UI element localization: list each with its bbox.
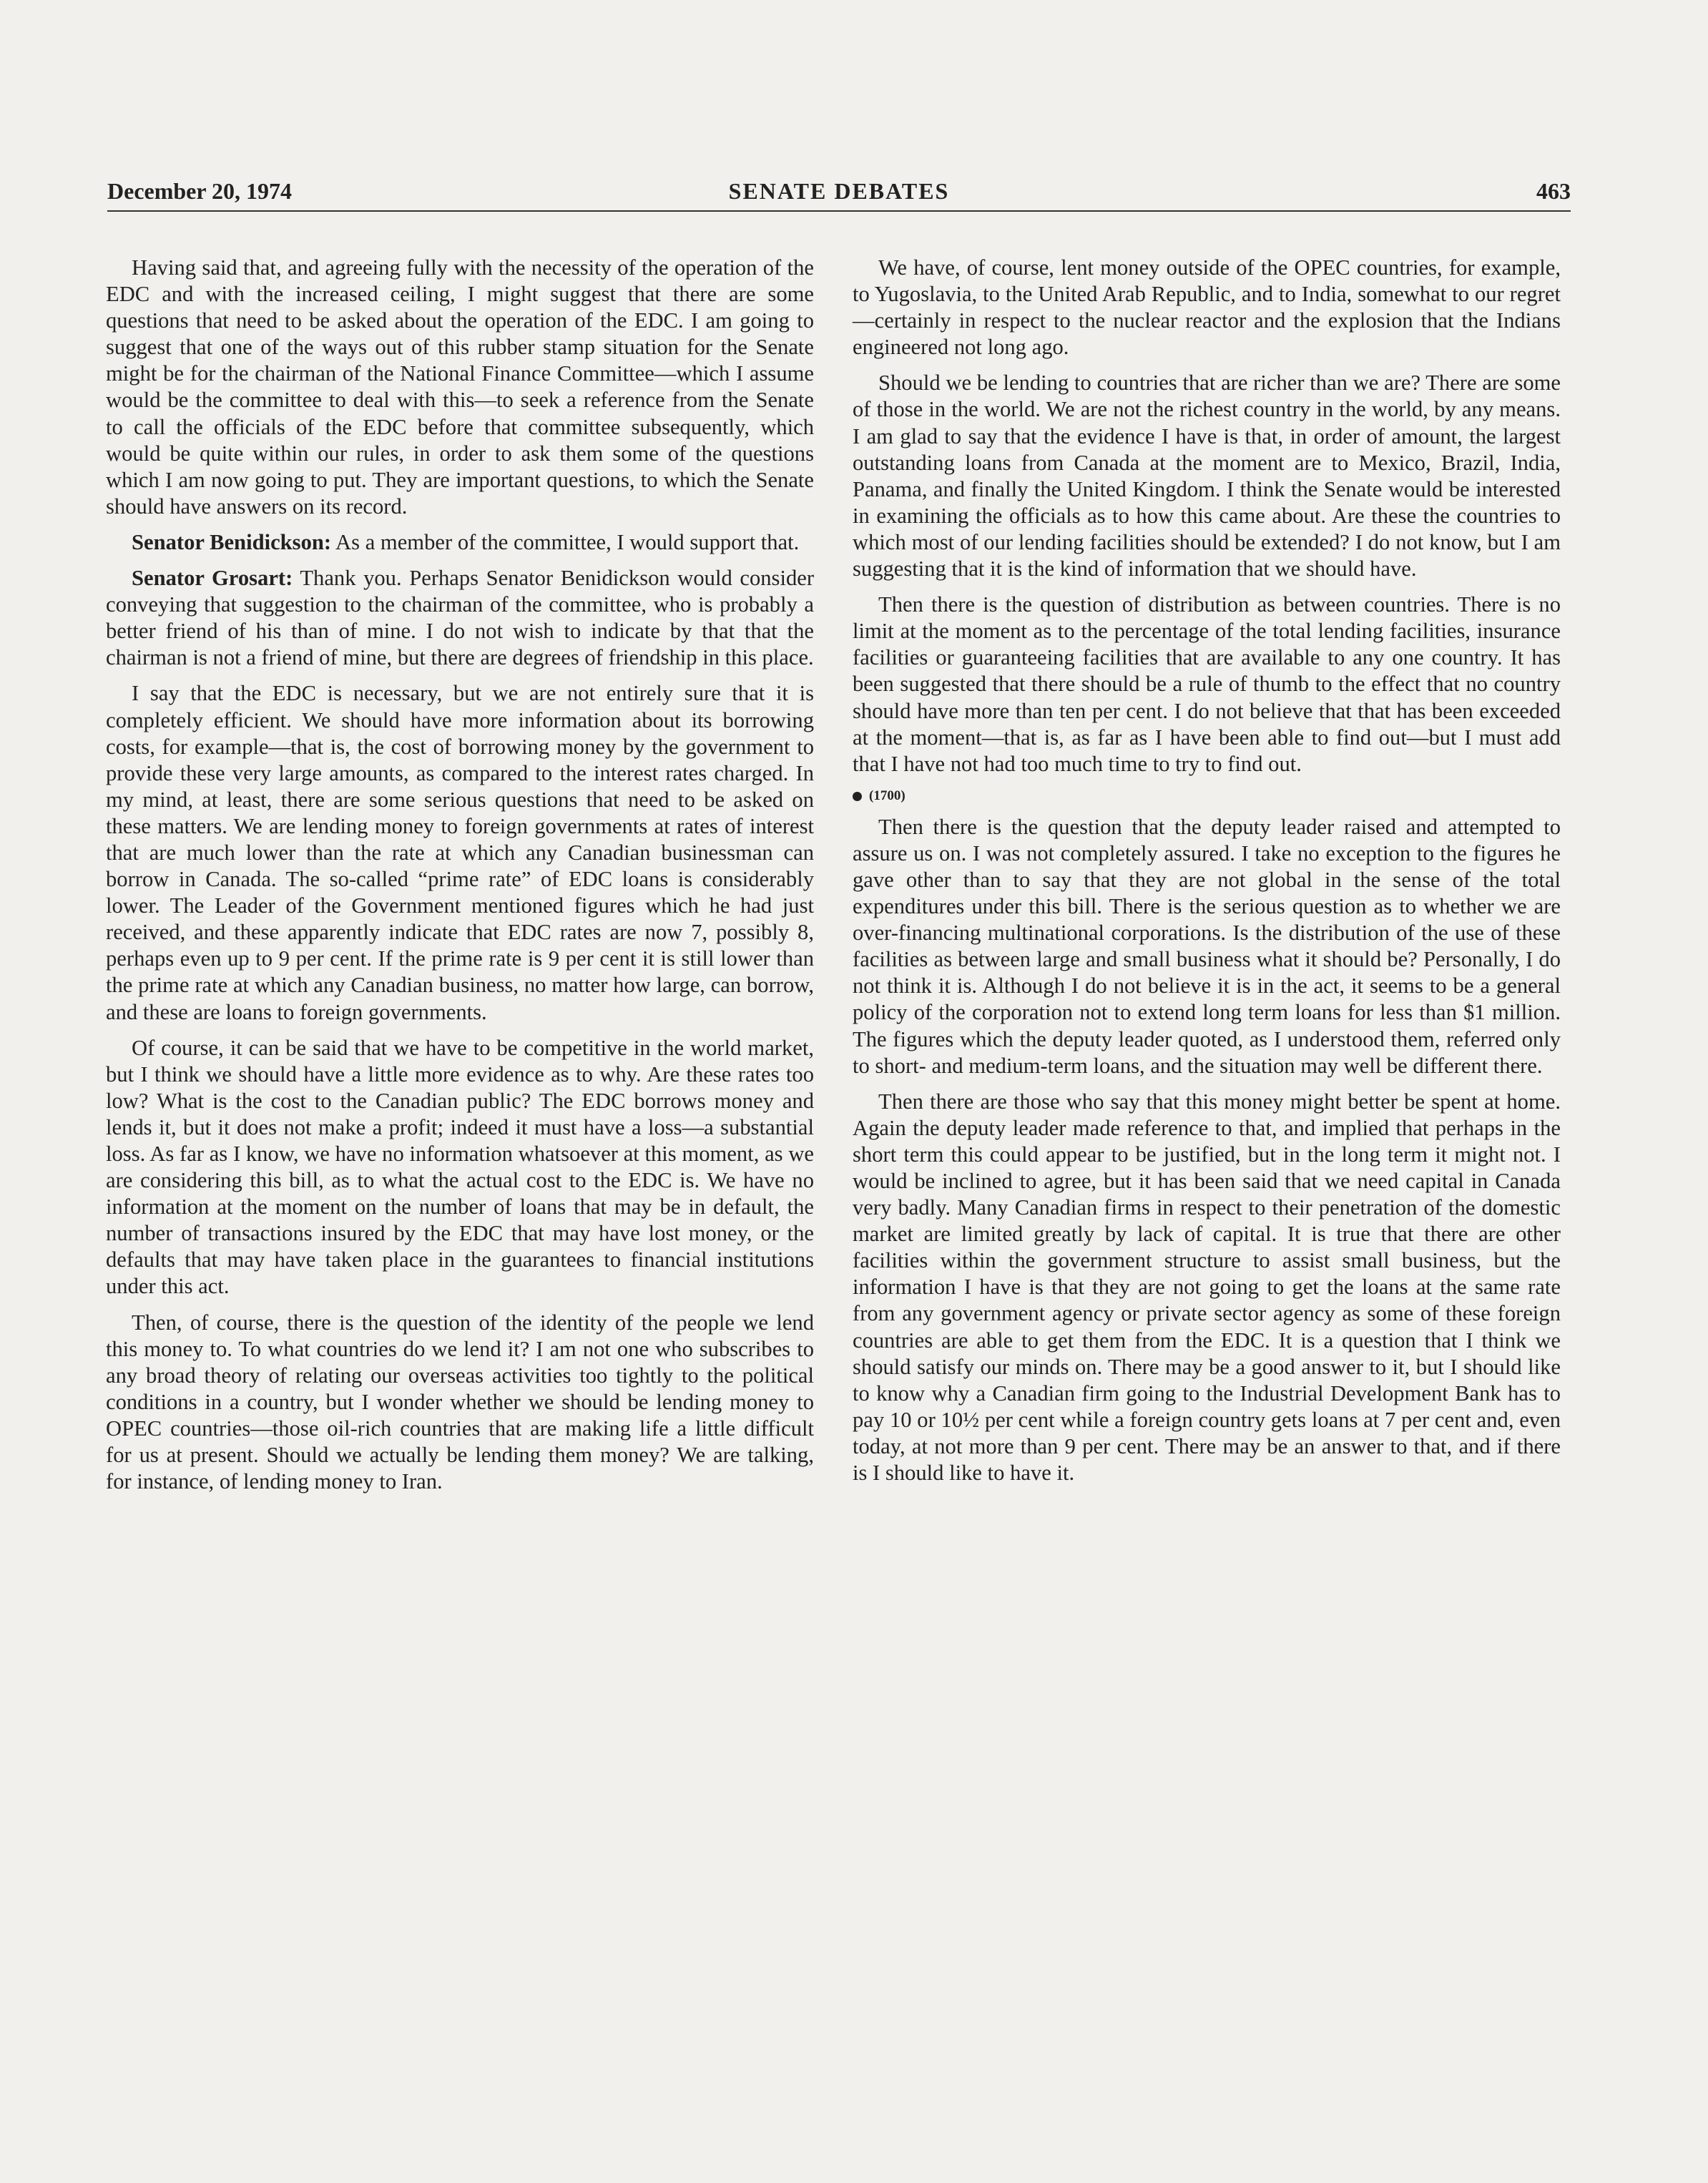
right-column [853,255,1561,1496]
paragraph: Then there is the question of distribution as between countries. There is no limit at the moment as to the percentage of the total lending facilities, insurance facilities or guaranteeing facilities that are available to any one country. It has been suggested that there should be a rule of thumb to the effect that no country should have more than ten per cent. I do not believe that that has been exceeded at the moment—that is, as far as I have been able to find out—but I must add that I have not had too much time to try to find out. [853,592,1561,776]
speaker-name: Senator Benidickson: [132,529,332,554]
paragraph: Then there are those who say that this money might better be spent at home. Again the deputy leader made reference to that, and implied that perhaps in the short term this could appear to be justified, but in the long term it might not. I would be inclined to agree, but it has been said that we need capital in Canada very badly. Many Canadian firms in respect to their penetration of the domestic market are limited greatly by lack of capital. It is true that there are other facilities within the government structure to assist small business, but the information I have is that they are not going to get the loans at the same rate from any government agency or private sector agency as some of these foreign countries are able to get them from the EDC. It is a question that I think we should satisfy our minds on. There may be a good answer to it, but I should like to know why a Canadian firm going to the Industrial Development Bank has to pay 10 or 10½ per cent while a foreign country gets loans at 7 per cent and, even today, at not more than 9 per cent. There may be an answer to that, and if there is I should like to have it. [853,1089,1561,1486]
left-column [106,255,814,1504]
paragraph-grosart [106,565,814,671]
paragraph: Having said that, and agreeing fully with the necessity of the operation of the EDC and with the increased ceiling, I might suggest that there are some questions that need to be asked about the operation of the EDC. I am going to suggest that one of the ways out of this rubber stamp situation for the Senate might be for the chairman of the National Finance Committee—which I assume would be the committee to deal with this—to seek a reference from the Senate to call the officials of the EDC before that committee subsequently, which would be quite within our rules, in order to ask them some of the questions which I am now going to put. They are important questions, to which the Senate should have answers on its record. [106,255,814,519]
speaker-name: Senator Grosart: [132,566,293,591]
bullet-icon [853,792,862,801]
speech-text: As a member of the committee, I would support that. [331,529,800,554]
paragraph: Of course, it can be said that we have to be competitive in the world market, but I think we should have a little more evidence as to why. Are these rates too low? What is the cost to the Canadian public? The EDC borrows money and lends it, but it does not make a profit; indeed it must have a loss—a substantial loss. As far as I know, we have no information whatsoever at this moment, as we are considering this bill, as to what the actual cost to the EDC is. We have no information at the moment on the number of loans that may be in default, the number of transactions insured by the EDC that may have lost money, or the defaults that may have taken place in the guarantees to financial institutions under this act. [106,1035,814,1299]
paragraph: Then, of course, there is the question of the identity of the people we lend this money to. To what countries do we lend it? I am not one who subscribes to any broad theory of relating our overseas activities too tightly to the political conditions in a country, but I wonder whether we should be lending money to OPEC countries—those oil-rich countries that are making life a little difficult for us at present. Should we actually be lending them money? We are talking, for instance, of lending money to Iran. [106,1310,814,1494]
paragraph-benidickson [106,529,814,556]
header-title: SENATE DEBATES [728,178,950,204]
time-marker-text: (1700) [869,788,905,803]
page-header [107,170,1571,212]
header-date: December 20, 1974 [107,178,292,204]
paragraph: We have, of course, lent money outside of the OPEC countries, for example, to Yugoslavia, to the United Arab Republic, and to India, somewhat to our regret—certainly in respect to the nuclear reactor and the explosion that the Indians engineered not long ago. [853,255,1561,360]
page-number: 463 [1536,178,1571,204]
paragraph: I say that the EDC is necessary, but we are not entirely sure that it is completely efficient. We should have more information about its borrowing costs, for example—that is, the cost of borrowing money by the government to provide these very large amounts, as compared to the interest rates charged. In my mind, at least, there are some serious questions that need to be asked on these matters. We are lending money to foreign governments at rates of interest that are much lower than the rate at which any Canadian businessman can borrow in Canada. The so-called “prime rate” of EDC loans is considerably lower. The Leader of the Government mentioned figures which he had just received, and these apparently indicate that EDC rates are now 7, possibly 8, perhaps even up to 9 per cent. If the prime rate is 9 per cent it is still lower than the prime rate at which any Canadian business, no matter how large, can borrow, and these are loans to foreign governments. [106,681,814,1024]
speech-text: Thank you. Perhaps Senator Benidickson would consider conveying that suggestion to the chairman of the committee, who is probably a better friend of his than of mine. I do not wish to indicate by that that the chairman is not a friend of mine, but there are degrees of friendship in this place. [106,566,815,670]
paragraph: Should we be lending to countries that are richer than we are? There are some of those in the world. We are not the richest country in the world, by any means. I am glad to say that the evidence I have is that, in order of amount, the largest outstanding loans from Canada at the moment are to Mexico, Brazil, India, Panama, and finally the United Kingdom. I think the Senate would be interested in examining the officials as to how this came about. Are these the countries to which most of our lending facilities should be extended? I do not know, but I am suggesting that it is the kind of information that we should have. [853,371,1561,582]
paragraph: Then there is the question that the deputy leader raised and attempted to assure us on. I was not completely assured. I take no exception to the figures he gave other than to say that they are not global in the sense of the total expenditures under this bill. There is the serious question as to whether we are over-financing multinational corporations. Is the distribution of the use of these facilities as between large and small business what it should be? Personally, I do not think it is. Although I do not believe it is in the act, it seems to be a general policy of the corporation not to extend long term loans for less than $1 million. The figures which the deputy leader quoted, as I understood them, referred only to short- and medium-term loans, and the situation may well be different there. [853,814,1561,1078]
time-marker [853,787,1561,805]
